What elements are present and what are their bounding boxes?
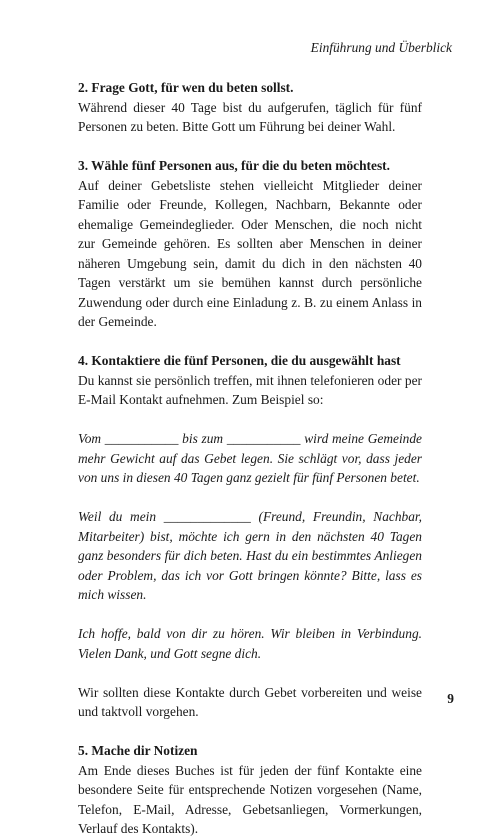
- section-4-closing: Wir sollten diese Kontakte durch Gebet vorbereiten und weise und taktvoll vorgehen.: [78, 684, 422, 719]
- section-3-body: Auf deiner Gebetsliste stehen vielleicht Mitglieder deiner Familie oder Freunde, Kollegen, Nachbarn, Bekannte oder ehemalige Gemeindeglieder. Oder Menschen, die noch nicht zur Gemeinde gehören. Es sollten aber Menschen in deiner näheren Umgebung sein, damit du dich in den nächsten 40 Tagen verstärkt um sie bemühen kannst durch persönliche Zuwendung oder durch eine Einladung z. B. zu einem Anlass in der Gemeinde.: [78, 177, 422, 329]
- section-4-example-1: Vom ___________ bis zum ___________ wird meine Gemeinde mehr Gewicht auf das Gebet legen. Sie schlägt vor, dass jeder von uns in diesen 40 Tagen ganz gezielt für fünf Personen betet.: [78, 431, 422, 485]
- section-5: [78, 741, 422, 839]
- section-4-intro: Du kannst sie persönlich treffen, mit ihnen telefonieren oder per E-Mail Kontakt aufnehmen. Zum Beispiel so:: [78, 372, 422, 407]
- section-4-example-2: Weil du mein _____________ (Freund, Freundin, Nachbar, Mitarbeiter) bist, möchte ich gern in den nächsten 40 Tagen ganz besonders für dich beten. Hast du ein bestimmtes Anliegen oder Problem, das ich vor Gott bringen könnte? Bitte, lass es mich wissen.: [78, 509, 422, 602]
- section-2-heading: 2. Frage Gott, für wen du beten sollst.: [78, 80, 294, 95]
- page-content: [78, 78, 422, 839]
- section-4: [78, 351, 422, 722]
- section-3-heading: 3. Wähle fünf Personen aus, für die du beten möchtest.: [78, 158, 390, 173]
- section-3: [78, 156, 422, 332]
- page-number: 9: [447, 690, 454, 706]
- running-header: Einführung und Überblick: [310, 40, 452, 55]
- section-2: [78, 78, 422, 137]
- section-4-heading: 4. Kontaktiere die fünf Personen, die du ausgewählt hast: [78, 353, 401, 368]
- section-4-example-3: Ich hoffe, bald von dir zu hören. Wir bleiben in Verbindung. Vielen Dank, und Gott segne dich.: [78, 626, 422, 661]
- section-5-body: Am Ende dieses Buches ist für jeden der fünf Kontakte eine besondere Seite für entsprechende Notizen vorgesehen (Name, Telefon, E-Mail, Adresse, Gebetsanliegen, Vormerkungen, Verlauf des Kontakts).: [78, 762, 422, 836]
- section-5-heading: 5. Mache dir Notizen: [78, 743, 198, 758]
- section-2-body: Während dieser 40 Tage bist du aufgerufen, täglich für fünf Personen zu beten. Bitte Gott um Führung bei deiner Wahl.: [78, 99, 422, 134]
